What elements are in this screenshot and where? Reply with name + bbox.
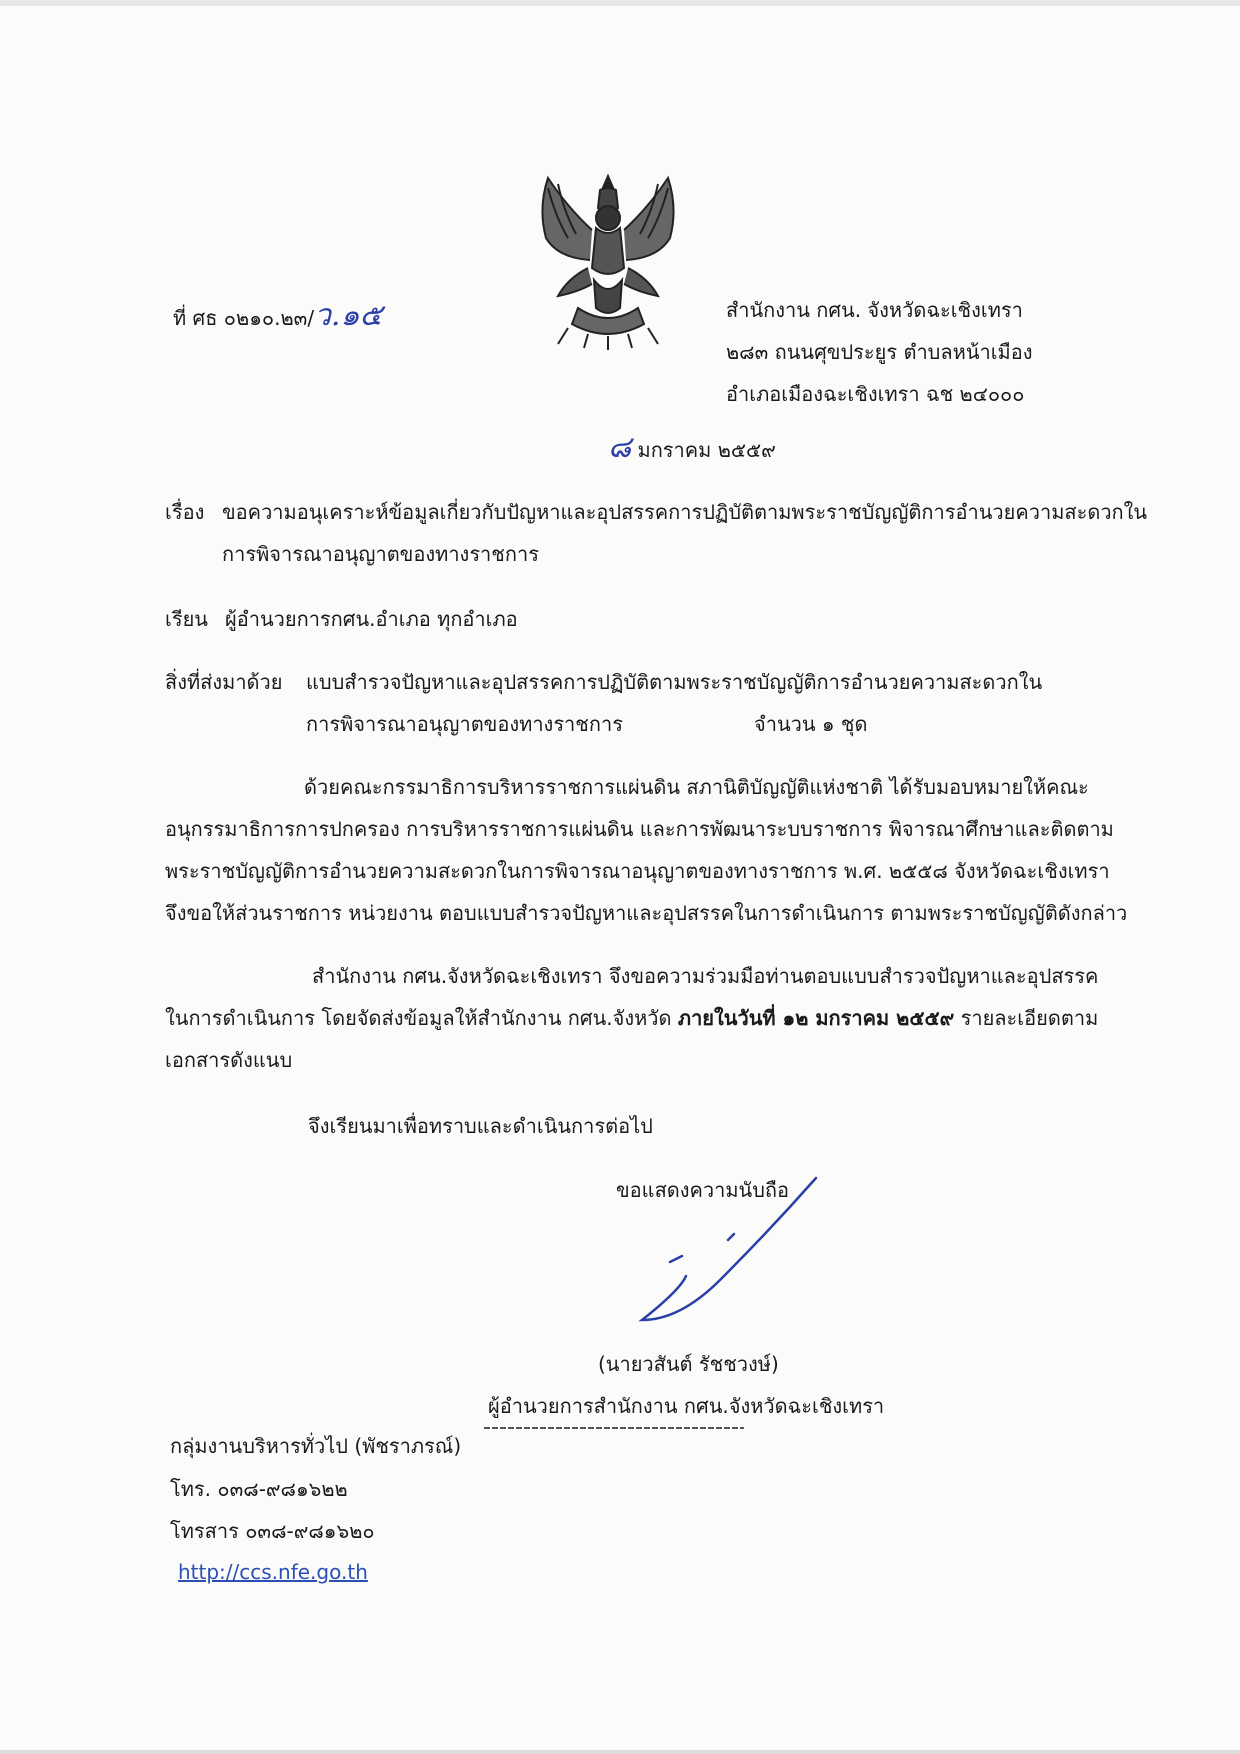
para1-line-3: พระราชบัญญัติการอำนวยความสะดวกในการพิจารณาอนุญาตของทางราชการ พ.ศ. ๒๕๕๘ จังหวัดฉะเชิงเทรา bbox=[165, 859, 1110, 883]
para1-line-1: ด้วยคณะกรรมาธิการบริหารราชการแผ่นดิน สภานิติบัญญัติแห่งชาติ ได้รับมอบหมายให้คณะ bbox=[304, 775, 1089, 799]
date-month-year: มกราคม ๒๕๕๙ bbox=[637, 438, 776, 462]
para2-line-2 bbox=[165, 1004, 1098, 1032]
footer-fax: โทรสาร ๐๓๘-๙๘๑๖๒๐ bbox=[170, 1519, 375, 1543]
closing-paragraph: จึงเรียนมาเพื่อทราบและดำเนินการต่อไป bbox=[308, 1114, 653, 1138]
to-label: เรียน bbox=[165, 607, 208, 631]
signer-name: (นายวสันต์ รัชชวงษ์) bbox=[598, 1352, 779, 1376]
enclosure-quantity: จำนวน ๑ ชุด bbox=[754, 712, 868, 736]
subject-line-1: ขอความอนุเคราะห์ข้อมูลเกี่ยวกับปัญหาและอุปสรรคการปฏิบัติตามพระราชบัญญัติการอำนวยความสะดวกใน bbox=[222, 500, 1148, 524]
para2-line-2-end: รายละเอียดตาม bbox=[954, 1006, 1099, 1030]
reference-number bbox=[173, 298, 383, 333]
signer-title: ผู้อำนวยการสำนักงาน กศน.จังหวัดฉะเชิงเทรา bbox=[488, 1394, 885, 1418]
scan-edge-top bbox=[0, 0, 1240, 6]
footer-website-link[interactable]: http://ccs.nfe.go.th bbox=[178, 1560, 368, 1584]
letter-date bbox=[608, 430, 776, 465]
footer-department: กลุ่มงานบริหารทั่วไป (พัชราภรณ์) bbox=[170, 1434, 462, 1458]
para2-line-3: เอกสารดังแนบ bbox=[165, 1048, 293, 1072]
ref-prefix: ศธ ๐๒๑๐.๒๓/ bbox=[192, 306, 315, 330]
office-line-3: อำเภอเมืองฉะเชิงเทรา ฉช ๒๔๐๐๐ bbox=[726, 382, 1025, 406]
to-text: ผู้อำนวยการกศน.อำเภอ ทุกอำเภอ bbox=[225, 607, 518, 631]
ref-label: ที่ bbox=[173, 306, 187, 330]
enclosure-label: สิ่งที่ส่งมาด้วย bbox=[165, 670, 283, 694]
salutation: ขอแสดงความนับถือ bbox=[616, 1178, 790, 1202]
subject-line-2: การพิจารณาอนุญาตของทางราชการ bbox=[222, 542, 539, 566]
para2-deadline: ภายในวันที่ ๑๒ มกราคม ๒๕๕๙ bbox=[677, 1006, 955, 1030]
para1-line-4: จึงขอให้ส่วนราชการ หน่วยงาน ตอบแบบสำรวจปัญหาและอุปสรรคในการดำเนินการ ตามพระราชบัญญัติดังกล่าว bbox=[165, 901, 1128, 925]
office-line-2: ๒๘๓ ถนนศุขประยูร ตำบลหน้าเมือง bbox=[726, 340, 1033, 364]
scan-edge-bottom bbox=[0, 1750, 1240, 1754]
signer-title-underline bbox=[484, 1425, 744, 1431]
garuda-emblem-icon bbox=[528, 168, 688, 350]
handwritten-signature-icon bbox=[620, 1170, 840, 1340]
enclosure-line-1: แบบสำรวจปัญหาและอุปสรรคการปฏิบัติตามพระราชบัญญัติการอำนวยความสะดวกใน bbox=[306, 670, 1043, 694]
para2-line-1: สำนักงาน กศน.จังหวัดฉะเชิงเทรา จึงขอความร่วมมือท่านตอบแบบสำรวจปัญหาและอุปสรรค bbox=[312, 964, 1099, 988]
para1-line-2: อนุกรรมาธิการการปกครอง การบริหารราชการแผ่นดิน และการพัฒนาระบบราชการ พิจารณาศึกษาและติดตาม bbox=[165, 817, 1114, 841]
para2-line-2-start: ในการดำเนินการ โดยจัดส่งข้อมูลให้สำนักงาน กศน.จังหวัด bbox=[165, 1006, 678, 1030]
office-line-1: สำนักงาน กศน. จังหวัดฉะเชิงเทรา bbox=[726, 298, 1023, 322]
footer-telephone: โทร. ๐๓๘-๙๘๑๖๒๒ bbox=[170, 1477, 348, 1501]
ref-handwritten-number: ว.๑๕ bbox=[314, 298, 383, 333]
date-day-handwritten: ๘ bbox=[608, 430, 632, 465]
subject-label: เรื่อง bbox=[165, 500, 205, 524]
enclosure-line-2: การพิจารณาอนุญาตของทางราชการ bbox=[306, 712, 623, 736]
